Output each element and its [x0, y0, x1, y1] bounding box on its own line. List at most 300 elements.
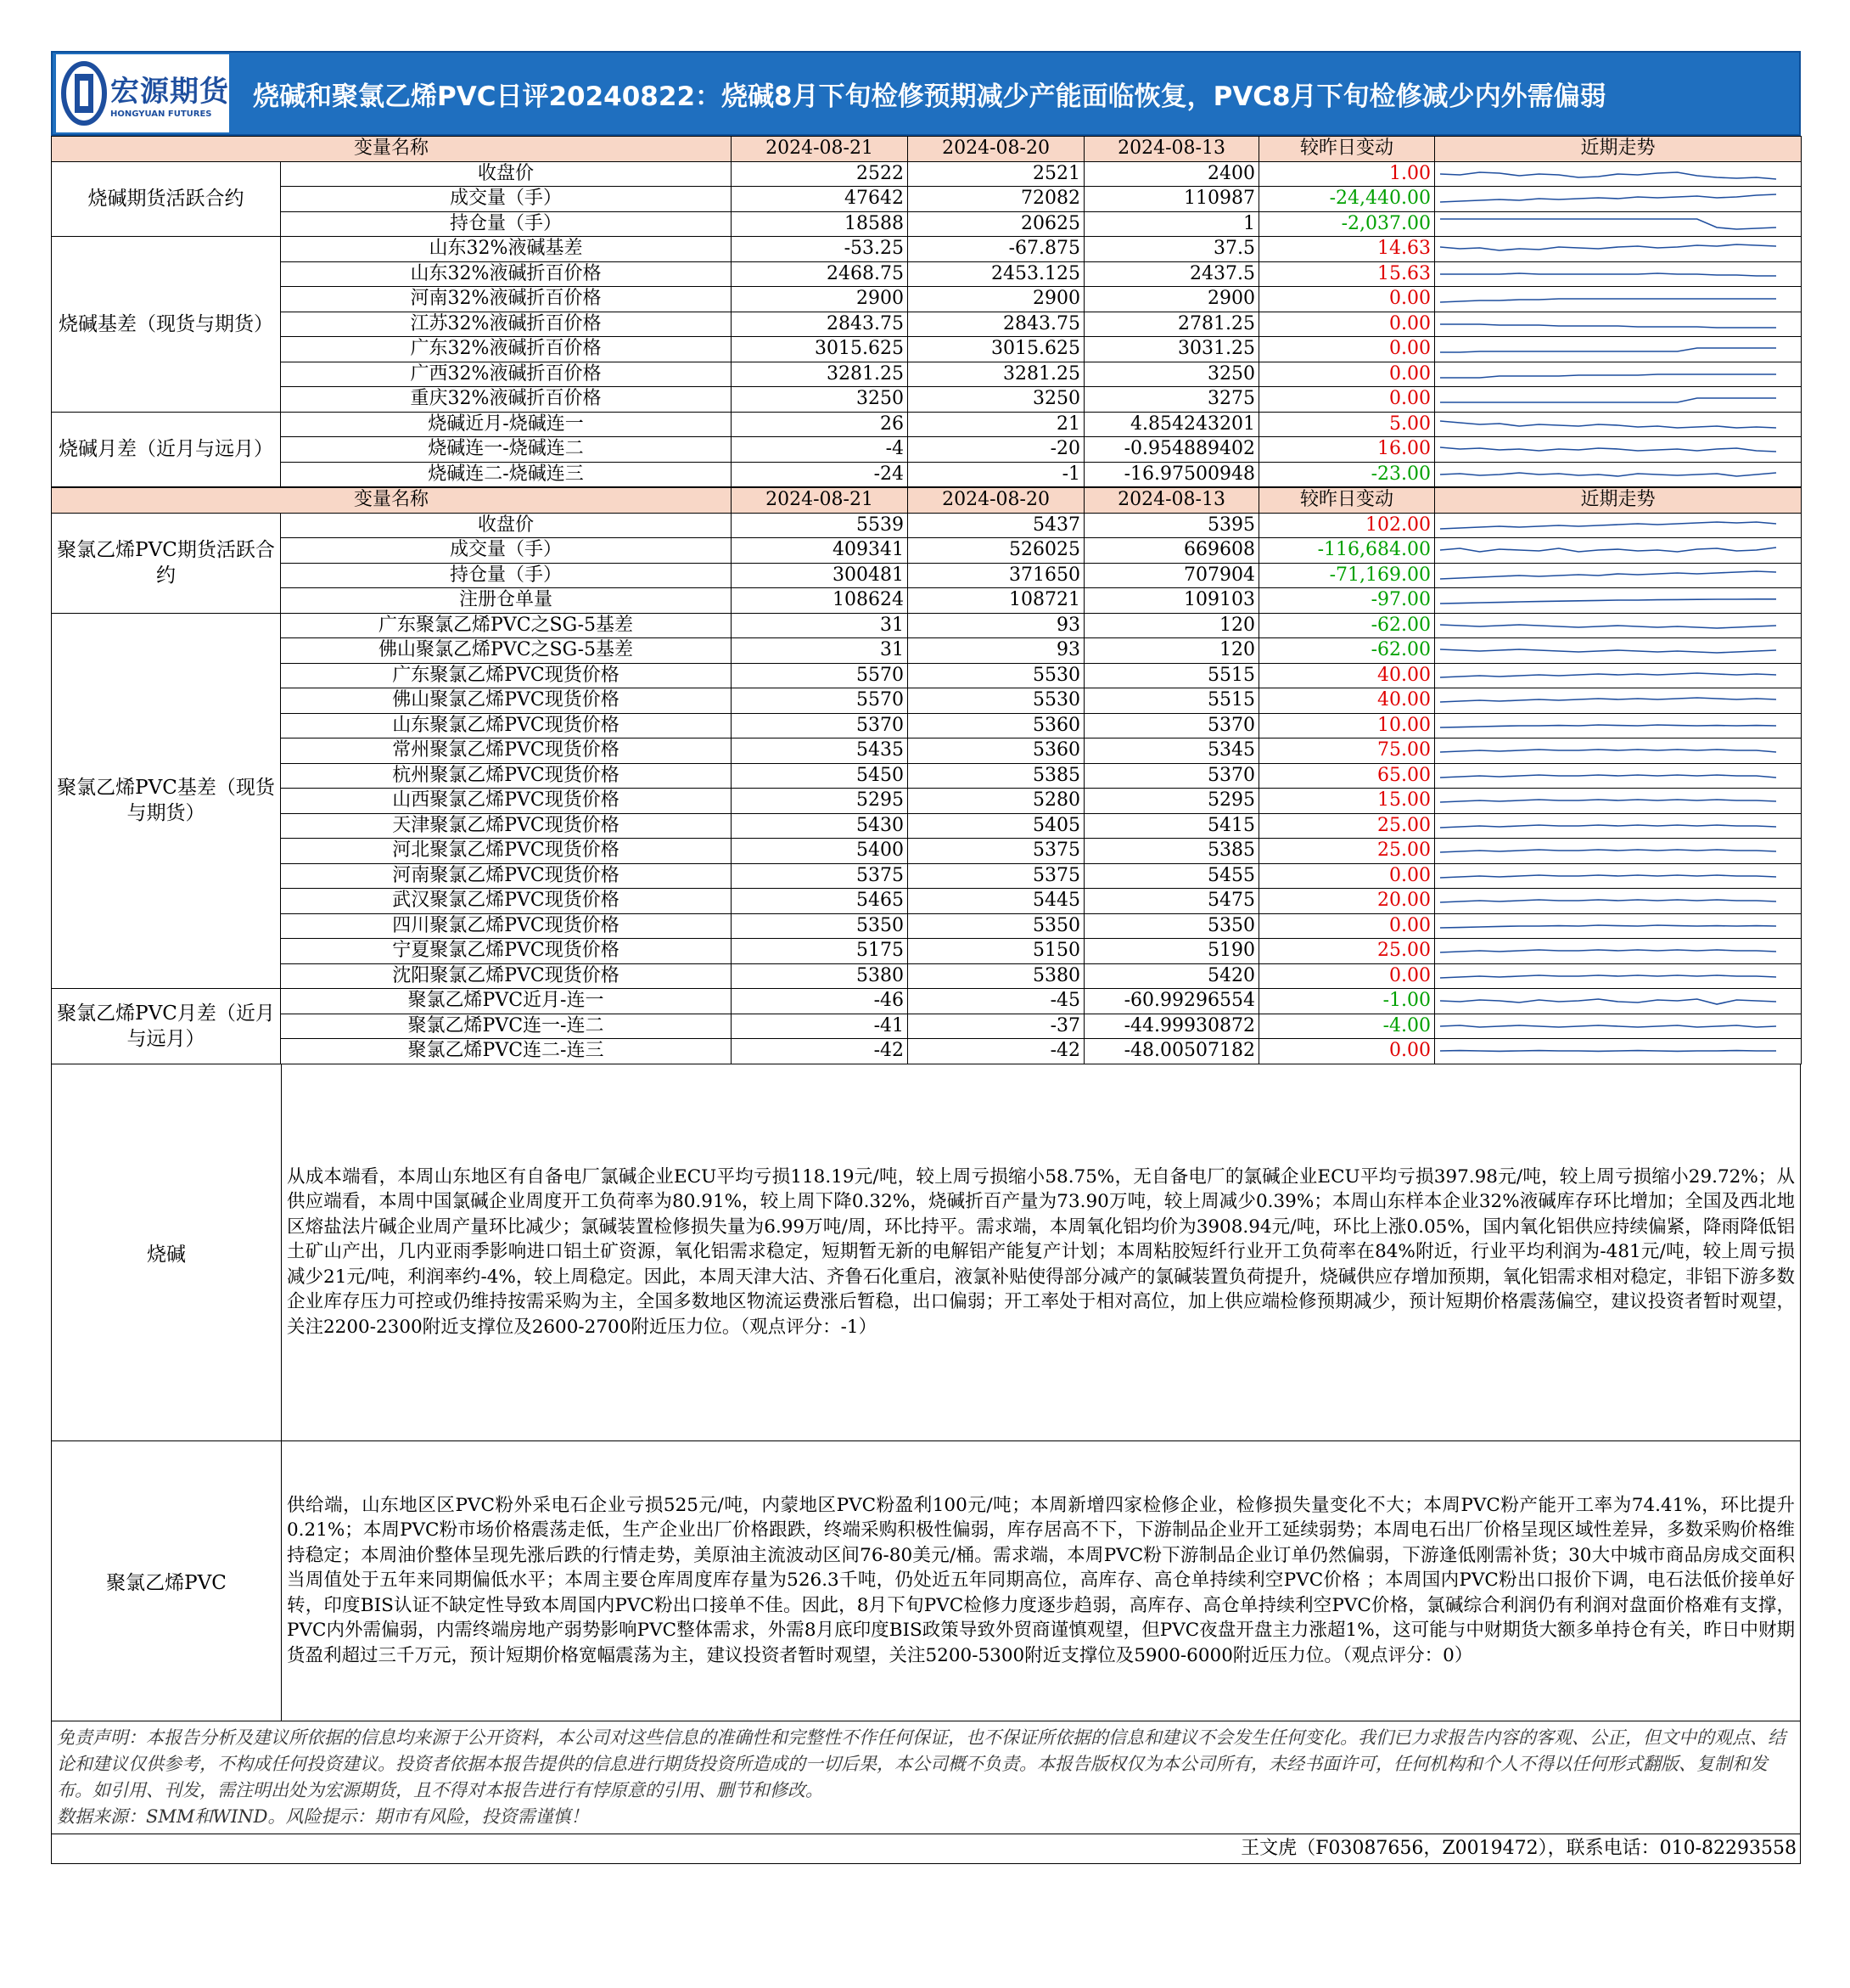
- category-label: 烧碱期货活跃合约: [52, 161, 281, 237]
- column-header: 较昨日变动: [1259, 488, 1435, 514]
- daily-change: -23.00: [1259, 462, 1435, 487]
- value-2024-08-13: 5370: [1085, 763, 1259, 789]
- trend-sparkline: [1438, 565, 1778, 586]
- trend-cell: [1435, 738, 1802, 764]
- table-row: [52, 563, 1802, 588]
- table-header-row: [52, 137, 1802, 162]
- trend-line: [1440, 975, 1776, 978]
- variable-name: 聚氯乙烯PVC近月-连一: [281, 989, 732, 1014]
- value-2024-08-13: 110987: [1085, 187, 1259, 212]
- trend-cell: [1435, 939, 1802, 964]
- variable-name: 收盘价: [281, 513, 732, 538]
- value-2024-08-21: 47642: [732, 187, 908, 212]
- table-row: [52, 412, 1802, 437]
- trend-sparkline: [1438, 665, 1778, 686]
- daily-change: 1.00: [1259, 161, 1435, 187]
- value-2024-08-20: -67.875: [908, 237, 1085, 262]
- value-2024-08-20: -1: [908, 462, 1085, 487]
- value-2024-08-21: 5175: [732, 939, 908, 964]
- trend-cell: [1435, 638, 1802, 664]
- value-2024-08-13: 5455: [1085, 863, 1259, 889]
- value-2024-08-20: 20625: [908, 211, 1085, 237]
- logo-english-name: HONGYUAN FUTURES: [110, 110, 212, 119]
- trend-sparkline: [1438, 515, 1778, 536]
- table-row: [52, 963, 1802, 989]
- daily-change: 102.00: [1259, 513, 1435, 538]
- category-label: 聚氯乙烯PVC期货活跃合约: [52, 513, 281, 613]
- trend-line: [1440, 522, 1776, 529]
- variable-name: 河南32%液碱折百价格: [281, 287, 732, 312]
- trend-sparkline: [1438, 164, 1778, 184]
- value-2024-08-20: 371650: [908, 563, 1085, 588]
- value-2024-08-21: 5350: [732, 913, 908, 939]
- value-2024-08-20: 5150: [908, 939, 1085, 964]
- trend-sparkline: [1438, 389, 1778, 409]
- table-row: [52, 387, 1802, 413]
- table-row: [52, 538, 1802, 564]
- trend-sparkline: [1438, 289, 1778, 309]
- daily-change: 14.63: [1259, 237, 1435, 262]
- value-2024-08-20: 21: [908, 412, 1085, 437]
- trend-line: [1440, 348, 1776, 352]
- column-header: 2024-08-13: [1085, 137, 1259, 162]
- table-row: [52, 763, 1802, 789]
- value-2024-08-13: 3031.25: [1085, 337, 1259, 362]
- value-2024-08-13: -48.00507182: [1085, 1039, 1259, 1064]
- trend-sparkline: [1438, 690, 1778, 710]
- value-2024-08-21: -53.25: [732, 237, 908, 262]
- trend-line: [1440, 548, 1776, 552]
- daily-change: -116,684.00: [1259, 538, 1435, 564]
- value-2024-08-13: 4.854243201: [1085, 412, 1259, 437]
- column-header: 2024-08-21: [732, 137, 908, 162]
- trend-sparkline: [1438, 1016, 1778, 1036]
- trend-sparkline: [1438, 941, 1778, 961]
- variable-name: 江苏32%液碱折百价格: [281, 312, 732, 337]
- trend-line: [1440, 925, 1776, 928]
- trend-cell: [1435, 362, 1802, 387]
- table-row: [52, 187, 1802, 212]
- value-2024-08-20: 108721: [908, 588, 1085, 614]
- table-row: [52, 989, 1802, 1014]
- trend-sparkline: [1438, 866, 1778, 886]
- daily-change: 0.00: [1259, 963, 1435, 989]
- table-row: [52, 839, 1802, 864]
- table-row: [52, 663, 1802, 688]
- value-2024-08-20: 526025: [908, 538, 1085, 564]
- value-2024-08-13: 3250: [1085, 362, 1259, 387]
- value-2024-08-20: 2521: [908, 161, 1085, 187]
- table-row: [52, 337, 1802, 362]
- table-row: [52, 863, 1802, 889]
- trend-sparkline: [1438, 991, 1778, 1011]
- value-2024-08-21: 5400: [732, 839, 908, 864]
- variable-name: 武汉聚氯乙烯PVC现货价格: [281, 889, 732, 914]
- value-2024-08-21: 5435: [732, 738, 908, 764]
- value-2024-08-13: 3275: [1085, 387, 1259, 413]
- column-header: 近期走势: [1435, 488, 1802, 514]
- value-2024-08-13: 5190: [1085, 939, 1259, 964]
- daily-change: 0.00: [1259, 913, 1435, 939]
- trend-sparkline: [1438, 890, 1778, 911]
- trend-sparkline: [1438, 1041, 1778, 1061]
- value-2024-08-13: 5420: [1085, 963, 1259, 989]
- value-2024-08-13: 2437.5: [1085, 261, 1259, 287]
- value-2024-08-21: -24: [732, 462, 908, 487]
- trend-sparkline: [1438, 188, 1778, 209]
- value-2024-08-21: 5450: [732, 763, 908, 789]
- value-2024-08-13: 5515: [1085, 663, 1259, 688]
- variable-name: 重庆32%液碱折百价格: [281, 387, 732, 413]
- table-row: [52, 638, 1802, 664]
- trend-line: [1440, 698, 1776, 702]
- variable-name: 山西聚氯乙烯PVC现货价格: [281, 789, 732, 814]
- column-header: 2024-08-20: [908, 137, 1085, 162]
- trend-cell: [1435, 663, 1802, 688]
- value-2024-08-13: 2400: [1085, 161, 1259, 187]
- variable-name: 收盘价: [281, 161, 732, 187]
- category-label: 聚氯乙烯PVC月差（近月与远月）: [52, 989, 281, 1064]
- table-row: [52, 813, 1802, 839]
- value-2024-08-13: 5385: [1085, 839, 1259, 864]
- trend-cell: [1435, 437, 1802, 463]
- value-2024-08-21: 5539: [732, 513, 908, 538]
- value-2024-08-13: 2781.25: [1085, 312, 1259, 337]
- value-2024-08-13: 5395: [1085, 513, 1259, 538]
- daily-change: 5.00: [1259, 412, 1435, 437]
- value-2024-08-21: -41: [732, 1014, 908, 1039]
- daily-change: -71,169.00: [1259, 563, 1435, 588]
- value-2024-08-13: 5415: [1085, 813, 1259, 839]
- value-2024-08-21: 2843.75: [732, 312, 908, 337]
- variable-name: 烧碱连二-烧碱连三: [281, 462, 732, 487]
- variable-name: 河北聚氯乙烯PVC现货价格: [281, 839, 732, 864]
- daily-change: 40.00: [1259, 663, 1435, 688]
- daily-change: 25.00: [1259, 939, 1435, 964]
- value-2024-08-21: 31: [732, 613, 908, 638]
- value-2024-08-21: 5465: [732, 889, 908, 914]
- value-2024-08-13: 707904: [1085, 563, 1259, 588]
- trend-line: [1440, 775, 1776, 778]
- daily-change: 0.00: [1259, 863, 1435, 889]
- value-2024-08-20: 5280: [908, 789, 1085, 814]
- trend-cell: [1435, 563, 1802, 588]
- trend-sparkline: [1438, 840, 1778, 861]
- value-2024-08-20: 5445: [908, 889, 1085, 914]
- trend-sparkline: [1438, 766, 1778, 786]
- daily-change: 0.00: [1259, 362, 1435, 387]
- report-frame: [51, 51, 1801, 1864]
- value-2024-08-13: 1: [1085, 211, 1259, 237]
- trend-line: [1440, 725, 1776, 727]
- column-header-variable: 变量名称: [52, 488, 732, 514]
- value-2024-08-20: -42: [908, 1039, 1085, 1064]
- value-2024-08-13: -0.954889402: [1085, 437, 1259, 463]
- trend-sparkline: [1438, 214, 1778, 234]
- pvc-table: [51, 487, 1802, 1064]
- trend-line: [1440, 673, 1776, 677]
- trend-cell: [1435, 863, 1802, 889]
- trend-cell: [1435, 261, 1802, 287]
- table-row: [52, 1039, 1802, 1064]
- variable-name: 天津聚氯乙烯PVC现货价格: [281, 813, 732, 839]
- value-2024-08-21: -46: [732, 989, 908, 1014]
- trend-line: [1440, 649, 1776, 653]
- daily-change: 0.00: [1259, 1039, 1435, 1064]
- value-2024-08-20: 3250: [908, 387, 1085, 413]
- value-2024-08-20: 93: [908, 638, 1085, 664]
- trend-cell: [1435, 161, 1802, 187]
- value-2024-08-21: -4: [732, 437, 908, 463]
- table-row: [52, 237, 1802, 262]
- trend-cell: [1435, 187, 1802, 212]
- value-2024-08-20: 2453.125: [908, 261, 1085, 287]
- value-2024-08-20: 5385: [908, 763, 1085, 789]
- variable-name: 佛山聚氯乙烯PVC之SG-5基差: [281, 638, 732, 664]
- value-2024-08-13: 5515: [1085, 688, 1259, 714]
- daily-change: -62.00: [1259, 638, 1435, 664]
- trend-sparkline: [1438, 464, 1778, 485]
- value-2024-08-20: 5375: [908, 839, 1085, 864]
- value-2024-08-13: 5350: [1085, 913, 1259, 939]
- trend-sparkline: [1438, 414, 1778, 435]
- variable-name: 注册仓单量: [281, 588, 732, 614]
- daily-change: 10.00: [1259, 713, 1435, 738]
- column-header-variable: 变量名称: [52, 137, 732, 162]
- trend-line: [1440, 172, 1776, 179]
- value-2024-08-21: 5380: [732, 963, 908, 989]
- commentary-text: 供给端，山东地区区PVC粉外采电石企业亏损525元/吨，内蒙地区PVC粉盈利100元/吨；本周新增四家检修企业，检修损失量变化不大；本周PVC粉产能开工率为74.41%，环比提升0.21%；本周PVC粉市场价格震荡走低，生产企业出厂价格跟跌，终端采购积极性偏弱，库存居高不下，下游制品企业开工延续弱势；本周电石出厂价格呈现区域性差异，多数采购价格维持稳定；本周油价整体呈现先涨后跌的行情走势，美原油主流波动区间76-80美元/桶。需求端，本周PVC粉下游制品企业订单仍然偏弱，下游逢低刚需补货；30大中城市商品房成交面积当周值处于五年来同期偏低水平；本周主要仓库周度库存量为526.3千吨，仍处近五年同期高位，高库存、高仓单持续利空PVC价格 ；本周国内PVC粉出口报价下调，电石法低价接单好转，印度BIS认证不缺定性导致本周国内PVC粉出口接单不佳。因此，8月下旬PVC检修力度逐步趋弱，高库存、高仓单持续利空PVC价格，氯碱综合利润仍有利润对盘面价格难有支撑，PVC内外需偏弱，内需终端房地产弱势影响PVC整体需求，外需8月底印度BIS政策导致外贸商谨慎观望，但PVC夜盘开盘主力涨超1%，这可能与中财期货大额多单持仓有关，昨日中财期货盈利超过三千万元，预计短期价格宽幅震荡为主，建议投资者暂时观望，关注5200-5300附近支撑位及5900-6000附近压力位。（观点评分：0）: [287, 1494, 1795, 1666]
- trend-line: [1440, 473, 1776, 476]
- daily-change: -62.00: [1259, 613, 1435, 638]
- trend-line: [1440, 273, 1776, 276]
- trend-cell: [1435, 839, 1802, 864]
- disclaimer-text: 免责声明：本报告分析及建议所依据的信息均来源于公开资料，本公司对这些信息的准确性和完整性不作任何保证，也不保证所依据的信息和建议不会发生任何变化。我们已力求报告内容的客观、公正，但文中的观点、结论和建议仅供参考，不构成任何投资建议。投资者依据本报告提供的信息进行期货投资所造成的一切后果，本公司概不负责。本报告版权仅为本公司所有，未经书面许可，任何机构和个人不得以任何形式翻版、复制和发布。如引用、刊发，需注明出处为宏源期货，且不得对本报告进行有悖原意的引用、删节和修改。: [57, 1727, 1786, 1800]
- trend-line: [1440, 1051, 1776, 1052]
- column-header: 2024-08-21: [732, 488, 908, 514]
- value-2024-08-21: 5370: [732, 713, 908, 738]
- trend-line: [1440, 421, 1776, 428]
- trend-sparkline: [1438, 339, 1778, 359]
- variable-name: 烧碱连一-烧碱连二: [281, 437, 732, 463]
- column-header: 较昨日变动: [1259, 137, 1435, 162]
- daily-change: 65.00: [1259, 763, 1435, 789]
- trend-cell: [1435, 963, 1802, 989]
- trend-line: [1440, 324, 1776, 328]
- report-title: 烧碱和聚氯乙烯PVC日评20240822：烧碱8月下旬检修预期减少产能面临恢复，PVC8月下旬检修减少内外需偏弱: [253, 81, 1606, 112]
- value-2024-08-13: 5370: [1085, 713, 1259, 738]
- trend-cell: [1435, 713, 1802, 738]
- table-row: [52, 613, 1802, 638]
- trend-cell: [1435, 538, 1802, 564]
- value-2024-08-13: 2900: [1085, 287, 1259, 312]
- value-2024-08-21: 31: [732, 638, 908, 664]
- daily-change: 15.00: [1259, 789, 1435, 814]
- value-2024-08-21: 300481: [732, 563, 908, 588]
- trend-sparkline: [1438, 364, 1778, 385]
- value-2024-08-21: 3250: [732, 387, 908, 413]
- daily-change: -1.00: [1259, 989, 1435, 1014]
- value-2024-08-21: 3281.25: [732, 362, 908, 387]
- trend-cell: [1435, 1014, 1802, 1039]
- value-2024-08-20: 5405: [908, 813, 1085, 839]
- value-2024-08-20: 5437: [908, 513, 1085, 538]
- value-2024-08-20: 5350: [908, 913, 1085, 939]
- value-2024-08-13: -60.99296554: [1085, 989, 1259, 1014]
- variable-name: 山东32%液碱基差: [281, 237, 732, 262]
- trend-cell: [1435, 813, 1802, 839]
- value-2024-08-21: 2522: [732, 161, 908, 187]
- caustic-soda-commentary: [51, 1064, 1801, 1441]
- variable-name: 聚氯乙烯PVC连二-连三: [281, 1039, 732, 1064]
- trend-sparkline: [1438, 239, 1778, 259]
- company-logo: [56, 54, 229, 132]
- value-2024-08-13: 37.5: [1085, 237, 1259, 262]
- table-row: [52, 312, 1802, 337]
- trend-line: [1440, 374, 1776, 378]
- value-2024-08-21: 2468.75: [732, 261, 908, 287]
- disclaimer-block: [51, 1721, 1801, 1834]
- trend-line: [1440, 950, 1776, 952]
- value-2024-08-20: 3281.25: [908, 362, 1085, 387]
- trend-sparkline: [1438, 540, 1778, 560]
- table-row: [52, 362, 1802, 387]
- trend-sparkline: [1438, 716, 1778, 736]
- trend-line: [1440, 194, 1776, 202]
- value-2024-08-13: 109103: [1085, 588, 1259, 614]
- daily-change: 0.00: [1259, 337, 1435, 362]
- value-2024-08-13: 5295: [1085, 789, 1259, 814]
- variable-name: 山东32%液碱折百价格: [281, 261, 732, 287]
- trend-line: [1440, 875, 1776, 878]
- variable-name: 山东聚氯乙烯PVC现货价格: [281, 713, 732, 738]
- value-2024-08-21: 18588: [732, 211, 908, 237]
- commentary-label: 聚氯乙烯PVC: [52, 1441, 282, 1721]
- table-row: [52, 161, 1802, 187]
- variable-name: 佛山聚氯乙烯PVC现货价格: [281, 688, 732, 714]
- trend-cell: [1435, 989, 1802, 1014]
- table-row: [52, 713, 1802, 738]
- trend-line: [1440, 750, 1776, 752]
- value-2024-08-21: 5570: [732, 663, 908, 688]
- value-2024-08-13: -16.97500948: [1085, 462, 1259, 487]
- trend-line: [1440, 825, 1776, 828]
- value-2024-08-21: -42: [732, 1039, 908, 1064]
- commentary-label: 烧碱: [52, 1064, 282, 1440]
- logo-emblem-icon: [61, 60, 107, 126]
- value-2024-08-21: 5375: [732, 863, 908, 889]
- category-label: 烧碱基差（现货与期货）: [52, 237, 281, 413]
- daily-change: 0.00: [1259, 312, 1435, 337]
- trend-cell: [1435, 789, 1802, 814]
- trend-line: [1440, 800, 1776, 802]
- trend-cell: [1435, 763, 1802, 789]
- table-row: [52, 211, 1802, 237]
- trend-line: [1440, 1025, 1776, 1027]
- value-2024-08-21: 409341: [732, 538, 908, 564]
- variable-name: 广东聚氯乙烯PVC之SG-5基差: [281, 613, 732, 638]
- value-2024-08-21: 5430: [732, 813, 908, 839]
- table-row: [52, 688, 1802, 714]
- variable-name: 四川聚氯乙烯PVC现货价格: [281, 913, 732, 939]
- variable-name: 广西32%液碱折百价格: [281, 362, 732, 387]
- variable-name: 宁夏聚氯乙烯PVC现货价格: [281, 939, 732, 964]
- variable-name: 成交量（手）: [281, 187, 732, 212]
- table-row: [52, 261, 1802, 287]
- value-2024-08-13: 120: [1085, 613, 1259, 638]
- daily-change: 16.00: [1259, 437, 1435, 463]
- trend-line: [1440, 625, 1776, 628]
- variable-name: 广东聚氯乙烯PVC现货价格: [281, 663, 732, 688]
- value-2024-08-20: 5360: [908, 738, 1085, 764]
- table-row: [52, 462, 1802, 487]
- trend-sparkline: [1438, 916, 1778, 936]
- value-2024-08-13: 5345: [1085, 738, 1259, 764]
- column-header: 2024-08-13: [1085, 488, 1259, 514]
- value-2024-08-13: 669608: [1085, 538, 1259, 564]
- daily-change: 0.00: [1259, 387, 1435, 413]
- daily-change: 25.00: [1259, 813, 1435, 839]
- value-2024-08-20: 3015.625: [908, 337, 1085, 362]
- table-row: [52, 738, 1802, 764]
- variable-name: 成交量（手）: [281, 538, 732, 564]
- value-2024-08-20: 2900: [908, 287, 1085, 312]
- trend-sparkline: [1438, 740, 1778, 761]
- value-2024-08-20: 72082: [908, 187, 1085, 212]
- value-2024-08-21: 108624: [732, 588, 908, 614]
- trend-line: [1440, 900, 1776, 902]
- category-label: 烧碱月差（近月与远月）: [52, 412, 281, 487]
- table-row: [52, 939, 1802, 964]
- trend-cell: [1435, 513, 1802, 538]
- value-2024-08-20: 5530: [908, 663, 1085, 688]
- value-2024-08-13: 120: [1085, 638, 1259, 664]
- value-2024-08-21: 5295: [732, 789, 908, 814]
- data-source-text: 数据来源：SMM和WIND。风险提示：期市有风险，投资需谨慎！: [57, 1805, 589, 1827]
- variable-name: 烧碱近月-烧碱连一: [281, 412, 732, 437]
- trend-cell: [1435, 287, 1802, 312]
- value-2024-08-13: -44.99930872: [1085, 1014, 1259, 1039]
- variable-name: 河南聚氯乙烯PVC现货价格: [281, 863, 732, 889]
- trend-line: [1440, 244, 1776, 250]
- trend-cell: [1435, 913, 1802, 939]
- table-row: [52, 437, 1802, 463]
- value-2024-08-20: 5375: [908, 863, 1085, 889]
- analyst-contact: 王文虎（F03087656，Z0019472），联系电话：010-82293558: [51, 1834, 1801, 1864]
- trend-cell: [1435, 1039, 1802, 1064]
- value-2024-08-20: 5360: [908, 713, 1085, 738]
- daily-change: -97.00: [1259, 588, 1435, 614]
- column-header: 近期走势: [1435, 137, 1802, 162]
- trend-cell: [1435, 613, 1802, 638]
- table-row: [52, 1014, 1802, 1039]
- table-row: [52, 588, 1802, 614]
- daily-change: 75.00: [1259, 738, 1435, 764]
- value-2024-08-20: -37: [908, 1014, 1085, 1039]
- trend-sparkline: [1438, 816, 1778, 836]
- trend-line: [1440, 999, 1776, 1004]
- trend-sparkline: [1438, 966, 1778, 986]
- trend-cell: [1435, 688, 1802, 714]
- trend-sparkline: [1438, 590, 1778, 610]
- value-2024-08-20: -45: [908, 989, 1085, 1014]
- daily-change: 20.00: [1259, 889, 1435, 914]
- table-row: [52, 889, 1802, 914]
- value-2024-08-20: 93: [908, 613, 1085, 638]
- table-row: [52, 789, 1802, 814]
- variable-name: 持仓量（手）: [281, 211, 732, 237]
- daily-change: -2,037.00: [1259, 211, 1435, 237]
